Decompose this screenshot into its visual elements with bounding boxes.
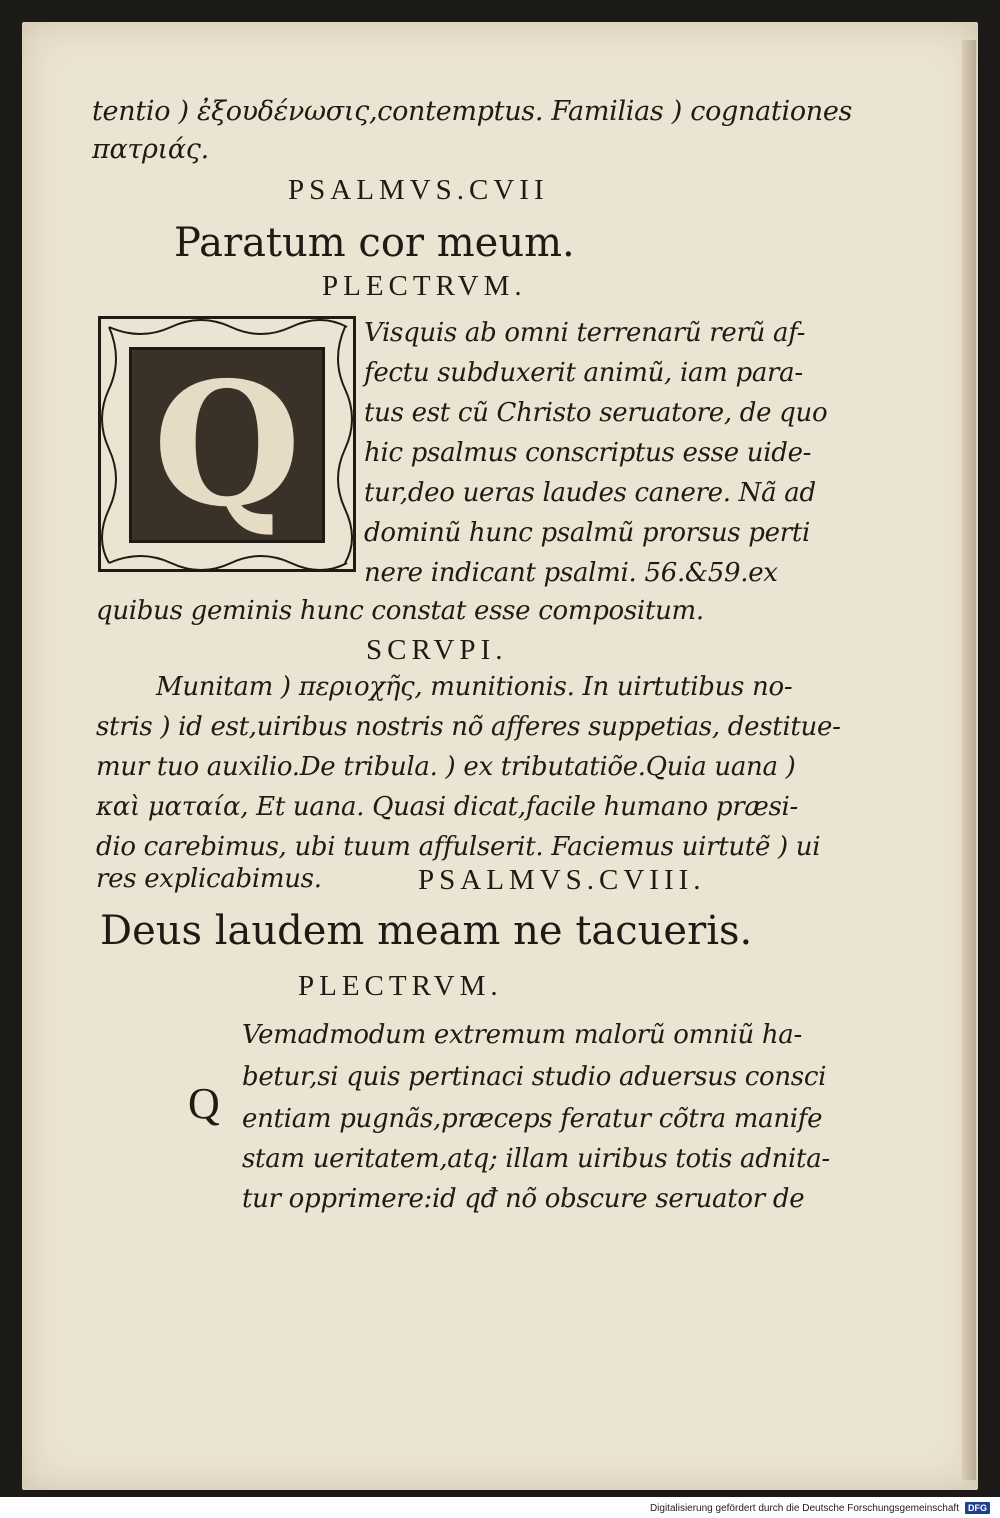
text-line: dominũ hunc psalmũ prorsus perti (364, 518, 811, 548)
text-line: betur,si quis pertinaci studio aduersus consci (242, 1062, 827, 1092)
text-line: res explicabimus. (96, 864, 322, 894)
footer-text: Digitalisierung gefördert durch die Deutsche Forschungsgemeinschaft (649, 1502, 959, 1514)
text-line: Vemadmodum extremum malorũ omniũ ha- (242, 1020, 802, 1050)
psalm-heading: PSALMVS.CVIII. (418, 864, 706, 896)
page-edge (962, 40, 976, 1480)
initial-inner (129, 347, 325, 543)
text-line: hic psalmus conscriptus esse uide- (364, 438, 812, 468)
initial-letter: Q (152, 345, 302, 545)
dfg-logo: DFG (965, 1502, 990, 1514)
text-line: stam ueritatem,atq; illam uiribus totis adnita- (242, 1144, 830, 1174)
text-line: quibus geminis hunc constat esse compositum. (96, 596, 704, 626)
psalm-incipit: Paratum cor meum. (174, 220, 575, 266)
section-heading: PLECTRVM. (298, 970, 503, 1002)
text-line: fectu subduxerit animũ, iam para- (364, 358, 803, 388)
text-line: dio carebimus, ubi tuum affulserit. Faciemus uirtutẽ ) ui (96, 832, 821, 862)
text-line: tentio ) ἐξουδένωσις,contemptus. Familias ) cognationes (92, 96, 853, 127)
section-heading: SCRVPI. (366, 634, 508, 666)
text-line: tur,deo ueras laudes canere. Nã ad (364, 478, 816, 508)
text-line: mur tuo auxilio.De tribula. ) ex tributatiõe.Quia uana ) (96, 752, 796, 782)
text-line: πατριάς. (92, 134, 209, 165)
section-heading: PLECTRVM. (322, 270, 527, 302)
text-line: tur opprimere:id qđ nõ obscure seruator de (242, 1184, 805, 1214)
text-line: nere indicant psalmi. 56.&59.ex (364, 558, 778, 588)
text-line: Visquis ab omni terrenarũ rerũ af- (364, 318, 806, 348)
text-line: καὶ ματαία, Et uana. Quasi dicat,facile humano præsi- (96, 792, 799, 822)
guide-letter: Q (188, 1079, 220, 1128)
text-line: entiam pugnãs,præceps feratur cõtra manife (242, 1104, 823, 1134)
psalm-heading: PSALMVS.CVII (288, 174, 549, 206)
decorated-initial (98, 316, 356, 572)
digitization-footer (650, 1500, 990, 1516)
text-line: tus est cũ Christo seruatore, de quo (364, 398, 828, 428)
text-line: Munitam ) περιοχῆς, munitionis. In uirtutibus no- (156, 672, 793, 702)
psalm-incipit: Deus laudem meam ne tacueris. (100, 908, 753, 954)
text-line: stris ) id est,uiribus nostris nõ afferes suppetias, destitue- (96, 712, 841, 742)
